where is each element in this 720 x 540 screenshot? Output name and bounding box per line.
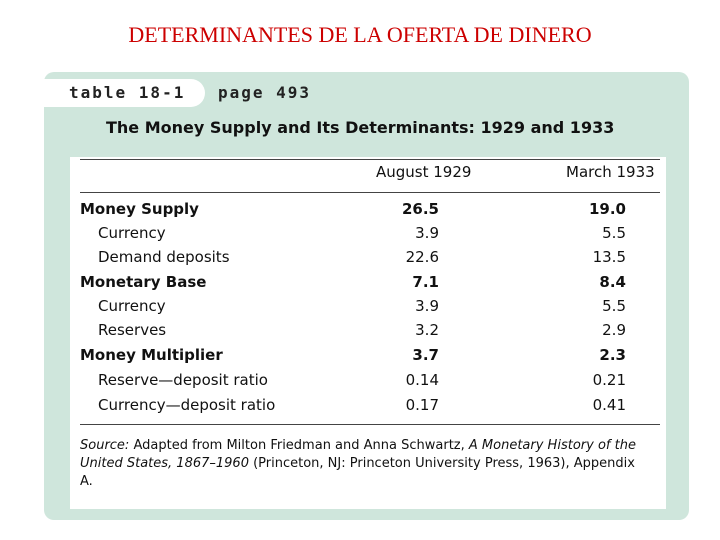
- value-mar-1933: 2.3: [599, 346, 626, 364]
- header-rule: [80, 192, 660, 193]
- value-mar-1933: 5.5: [602, 224, 626, 242]
- table-row: [0, 200, 720, 224]
- value-aug-1929: 0.14: [405, 371, 439, 389]
- value-mar-1933: 19.0: [588, 200, 626, 218]
- value-aug-1929: 3.9: [415, 297, 439, 315]
- value-mar-1933: 0.21: [592, 371, 626, 389]
- source-text: Adapted from Milton Friedman and Anna Schwartz,: [129, 438, 469, 453]
- table-row: [0, 346, 720, 370]
- table-row: [0, 224, 720, 248]
- row-label: Money Supply: [80, 200, 199, 218]
- table-title: The Money Supply and Its Determinants: 1929 and 1933: [106, 118, 615, 137]
- value-aug-1929: 7.1: [412, 273, 439, 291]
- row-label: Demand deposits: [98, 248, 230, 266]
- top-rule: [80, 159, 660, 160]
- source-publisher: (Princeton, NJ: Princeton University Press, 1963), Appendix A.: [80, 456, 635, 489]
- value-mar-1933: 2.9: [602, 321, 626, 339]
- table-row: [0, 297, 720, 321]
- row-label: Currency—deposit ratio: [98, 396, 276, 414]
- row-label: Reserve—deposit ratio: [98, 371, 268, 389]
- value-mar-1933: 8.4: [599, 273, 626, 291]
- table-number-tab: table 18-1: [39, 79, 205, 107]
- value-aug-1929: 3.7: [412, 346, 439, 364]
- row-label: Monetary Base: [80, 273, 207, 291]
- row-label: Reserves: [98, 321, 167, 339]
- value-aug-1929: 22.6: [405, 248, 439, 266]
- table-row: [0, 396, 720, 420]
- value-aug-1929: 0.17: [405, 396, 439, 414]
- table-row: [0, 248, 720, 272]
- column-header-aug-1929: August 1929: [376, 163, 472, 181]
- source-book-title: A Monetary History of the United States, 1867–1960: [80, 438, 636, 471]
- slide-title: DETERMINANTES DE LA OFERTA DE DINERO: [128, 22, 592, 47]
- column-header-mar-1933: March 1933: [566, 163, 655, 181]
- row-label: Money Multiplier: [80, 346, 223, 364]
- row-label: Currency: [98, 297, 166, 315]
- value-aug-1929: 26.5: [401, 200, 439, 218]
- value-aug-1929: 3.9: [415, 224, 439, 242]
- value-mar-1933: 0.41: [592, 396, 626, 414]
- source-note: [80, 437, 640, 491]
- page-number-label: page 493: [218, 83, 312, 102]
- source-prefix: Source:: [80, 438, 130, 453]
- table-row: [0, 371, 720, 395]
- value-mar-1933: 13.5: [592, 248, 626, 266]
- value-aug-1929: 3.2: [415, 321, 439, 339]
- table-row: [0, 273, 720, 297]
- value-mar-1933: 5.5: [602, 297, 626, 315]
- table-row: [0, 321, 720, 345]
- row-label: Currency: [98, 224, 166, 242]
- bottom-rule: [80, 424, 660, 425]
